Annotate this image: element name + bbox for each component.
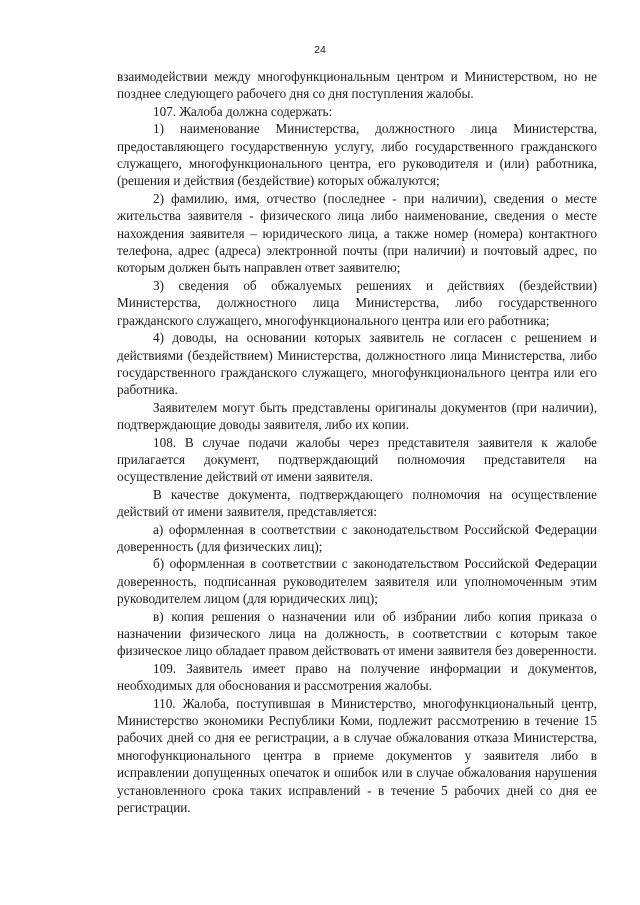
paragraph-109: 109. Заявитель имеет право на получение информации и документов, необходимых для обоснования и рассмотрения жалобы. [117, 660, 597, 694]
paragraph-107-item-3: 3) сведения об обжалуемых решениях и действиях (бездействии) Министерства, должностного лица Министерства, либо государственного гражданского служащего, многофункционального центра или его работника; [117, 277, 597, 328]
paragraph-107-item-1: 1) наименование Министерства, должностного лица Министерства, предоставляющего государственную услугу, либо государственного гражданского служащего, многофункционального центра, его руководителя и (или) работника, (решения и действия (бездействие) которых обжалуются; [117, 121, 597, 189]
document-body [117, 68, 597, 816]
paragraph-108-item-b: б) оформленная в соответствии с законодательством Российской Федерации доверенность, подписанная руководителем заявителя или уполномоченным этим руководителем лицом (для юридических лиц); [117, 556, 597, 607]
paragraph-107-documents: Заявителем могут быть представлены оригиналы документов (при наличии), подтверждающие доводы заявителя, либо их копии. [117, 399, 597, 433]
paragraph-108-item-a: а) оформленная в соответствии с законодательством Российской Федерации доверенность (для физических лиц); [117, 521, 597, 554]
paragraph-108-item-v: в) копия решения о назначении или об избрании либо копия приказа о назначении физического лица на должность, в соответствии с которым такое физическое лицо обладает правом действовать от имени заявителя без доверенности. [117, 608, 597, 659]
paragraph-108: 108. В случае подачи жалобы через представителя заявителя к жалобе прилагается документ, подтверждающий полномочия представителя на осуществление действий от имени заявителя. [117, 434, 597, 485]
paragraph-108-as-document: В качестве документа, подтверждающего полномочия на осуществление действий от имени заявителя, представляется: [117, 486, 597, 520]
paragraph-107-item-2: 2) фамилию, имя, отчество (последнее - при наличии), сведения о месте жительства заявителя - физического лица либо наименование, сведения о месте нахождения заявителя – юридического лица, а также номер (номера) контактного телефона, адрес (адреса) электронной почты (при наличии) и почтовый адрес, по которым должен быть направлен ответ заявителю; [117, 190, 597, 276]
paragraph-107-item-4: 4) доводы, на основании которых заявитель не согласен с решением и действиями (бездействием) Министерства, должностного лица Министерства, либо государственного гражданского служащего, многофункционального центра или его работника. [117, 330, 597, 398]
paragraph-110: 110. Жалоба, поступившая в Министерство, многофункциональный центр, Министерство экономики Республики Коми, подлежит рассмотрению в течение 15 рабочих дней со дня ее регистрации, а в случае обжалования отказа Министерства, многофункционального центра в приеме документов у заявителя либо в исправлении допущенных опечаток и ошибок или в случае обжалования нарушения установленного срока таких исправлений - в течение 5 рабочих дней со дня ее регистрации. [117, 695, 597, 816]
paragraph-107: 107. Жалоба должна содержать: [153, 103, 333, 119]
paragraph-continuation: взаимодействии между многофункциональным центром и Министерством, но не позднее следующего рабочего дня со дня поступления жалобы. [117, 69, 597, 102]
page-number: 24 [314, 44, 326, 56]
